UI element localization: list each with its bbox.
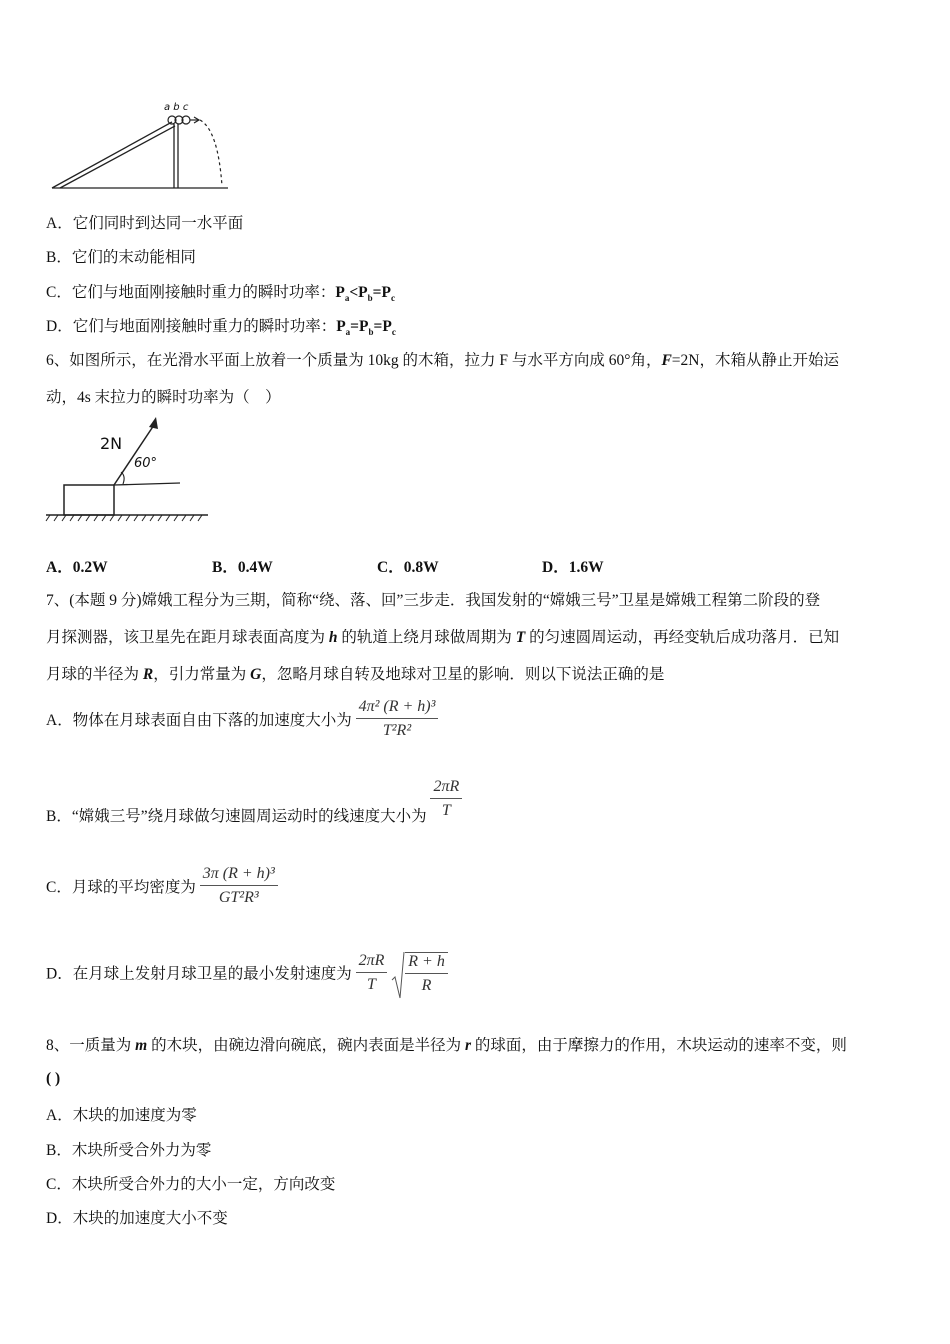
q7-d-fraction: $\frac{2\pi R}{T}$ xyxy=(356,952,388,994)
q8-option-d: D．木块的加速度大小不变 xyxy=(46,1210,228,1227)
q6-option-b: B．0.4W xyxy=(212,559,273,576)
angle-label: 60° xyxy=(134,456,158,471)
q8-line-1: 8、一质量为 m 的木块，由碗边滑向碗底，碗内表面是半径为 r 的球面，由于摩擦力的作用，木块运动的速率不变，则 xyxy=(46,1037,847,1054)
q7-line-1: 7、(本题 9 分)嫦娥工程分为三期，简称“绕、落、回”三步走．我国发射的“嫦娥三号”卫星是嫦娥工程第二阶段的登 xyxy=(46,592,821,609)
q7-c-fraction: $\frac{\text{3π (R + h)³}}{\text{GT²R³}}$ xyxy=(200,865,278,907)
force-label: 2N xyxy=(100,434,123,453)
q5-option-d-formula: $P_a=P_b=P_c$ xyxy=(336,318,396,338)
ball-labels: a b c xyxy=(164,102,189,113)
q6-option-d: D．1.6W xyxy=(542,559,604,576)
figure-box-force xyxy=(44,414,212,526)
q7-line-3: 月球的半径为 R，引力常量为 G，忽略月球自转及地球对卫星的影响．则以下说法正确的是 xyxy=(46,666,665,683)
q7-d-sqrt: $\frac{R + h}{R}$ xyxy=(391,950,448,995)
q7-option-c: C．月球的平均密度为 $\frac{\text{3π (R + h)³}}{\text{GT²R³}}$ xyxy=(46,865,278,907)
q5-option-b: B．它们的末动能相同 xyxy=(46,249,196,266)
q8-line-2: ( ) xyxy=(46,1070,61,1087)
q7-option-d: D．在月球上发射月球卫星的最小发射速度为 $\frac{2\pi R}{T}$ $\frac{R + h}{R}$ xyxy=(46,950,448,995)
q7-a-fraction: $\frac{\text{4π² (R + h)³}}{\text{T²R²}}$ xyxy=(356,698,439,740)
q8-option-b: B．木块所受合外力为零 xyxy=(46,1142,212,1159)
figure-incline xyxy=(48,100,233,192)
q7-option-b: B．“嫦娥三号”绕月球做匀速圆周运动时的线速度大小为 $\frac{2\pi R}{T}$ xyxy=(46,778,462,820)
q5-option-a: A．它们同时到达同一水平面 xyxy=(46,215,244,232)
q7-option-a: A．物体在月球表面自由下落的加速度大小为 $\frac{\text{4π² (R + h)³}}{\text{T²R²}}$ xyxy=(46,698,438,740)
q5-option-c-text: C．它们与地面刚接触时重力的瞬时功率： xyxy=(46,284,336,301)
q6-line-2: 动，4s 末拉力的瞬时功率为（ ） xyxy=(46,389,281,406)
q5-option-d-text: D．它们与地面刚接触时重力的瞬时功率： xyxy=(46,318,337,335)
q6-option-a: A．0.2W xyxy=(46,559,108,576)
q5-option-c-formula: $P_a<P_b=P_c$ xyxy=(335,284,395,304)
q5-option-c xyxy=(46,280,395,303)
q6-option-c: C．0.8W xyxy=(377,559,439,576)
q8-option-a: A．木块的加速度为零 xyxy=(46,1107,197,1124)
q5-option-d xyxy=(46,314,396,337)
q7-line-2: 月探测器，该卫星先在距月球表面高度为 h 的轨道上绕月球做周期为 T 的匀速圆周运动，再经变轨后成功落月．已知 xyxy=(46,629,840,646)
q8-option-c: C．木块所受合外力的大小一定，方向改变 xyxy=(46,1176,336,1193)
q6-line-1: 6、如图所示，在光滑水平面上放着一个质量为 10kg 的木箱，拉力 F 与水平方向成 60°角，F=2N，木箱从静止开始运 xyxy=(46,352,839,369)
q7-b-fraction: $\frac{2\pi R}{T}$ xyxy=(430,778,462,820)
